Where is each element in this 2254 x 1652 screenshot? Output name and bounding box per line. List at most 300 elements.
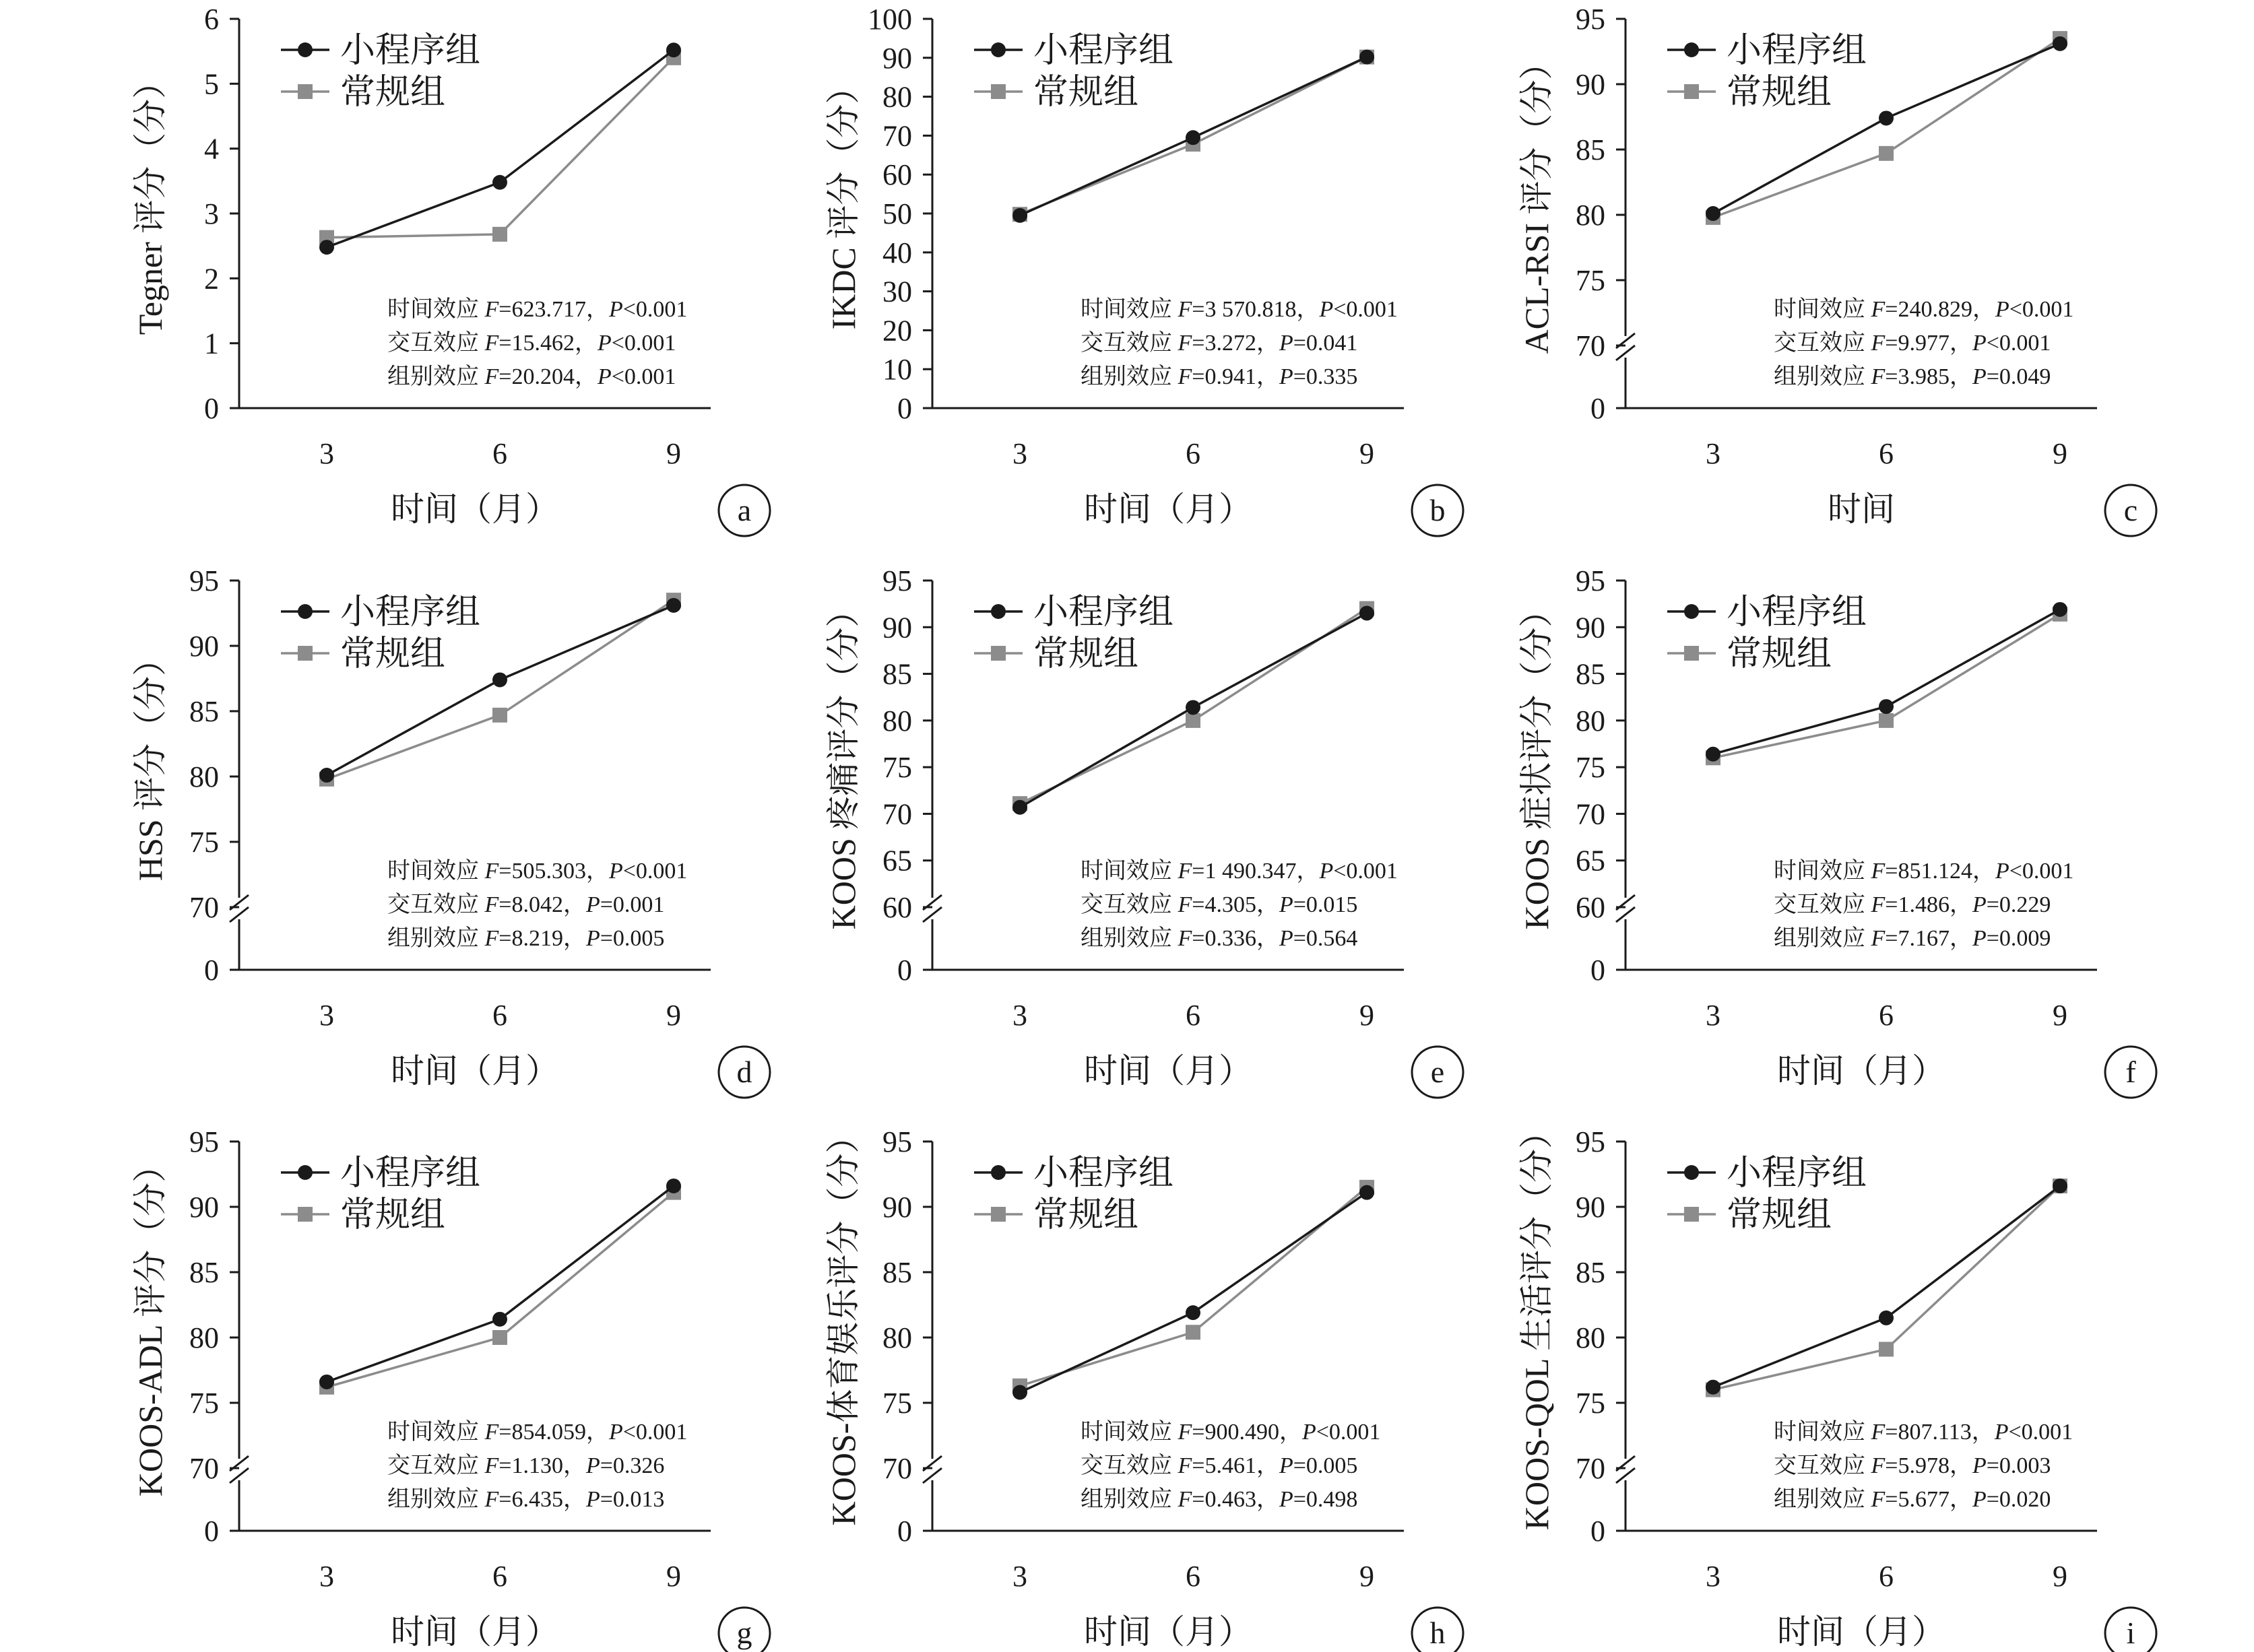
x-tick-label: 6 [492, 1560, 507, 1593]
y-tick-label: 85 [1576, 657, 1605, 691]
y-tick-label: 85 [882, 657, 912, 691]
stat-f-value: =3.272 [1192, 331, 1256, 356]
legend-marker-miniprogram [1684, 42, 1699, 57]
stat-f-value: =0.463 [1192, 1487, 1256, 1512]
stat-separator: ， [1972, 297, 1995, 322]
y-tick-label: 80 [1576, 704, 1605, 737]
stat-f-symbol: F [1178, 859, 1192, 884]
y-tick-label: 85 [882, 1256, 912, 1289]
stat-p-symbol: P [1995, 859, 2009, 884]
legend-label-miniprogram: 小程序组 [1727, 1154, 1867, 1193]
y-tick-label: 2 [204, 262, 219, 296]
stat-separator: ， [1949, 892, 1972, 917]
y-tick-label: 3 [204, 197, 219, 230]
panel-c [1518, 3, 2156, 536]
data-point-conventional [1186, 713, 1200, 728]
stat-f-symbol: F [1871, 892, 1886, 917]
stat-label: 交互效应 [1081, 331, 1178, 356]
x-tick-label: 3 [1706, 437, 1720, 470]
stat-line [1774, 1453, 2051, 1478]
panel-letter: f [2125, 1055, 2136, 1089]
data-point-miniprogram [2053, 602, 2067, 617]
stat-f-value: =854.059 [498, 1420, 586, 1445]
stat-label: 组别效应 [1774, 364, 1871, 389]
stat-p-value: =0.005 [600, 926, 665, 951]
stat-p-value: <0.001 [622, 297, 688, 322]
legend-label-conventional: 常规组 [340, 1196, 446, 1234]
stat-label: 交互效应 [1081, 892, 1178, 917]
x-axis-title: 时间（月） [1777, 1613, 1945, 1651]
stat-p-value: <0.001 [1316, 1420, 1381, 1445]
stat-f-symbol: F [484, 892, 499, 917]
stat-line [1774, 925, 2051, 951]
stat-label: 组别效应 [387, 926, 485, 951]
x-tick-label: 3 [1706, 999, 1720, 1032]
stat-p-value: =0.326 [600, 1453, 665, 1478]
stat-f-value: =4.305 [1192, 892, 1256, 917]
stat-label: 组别效应 [1081, 364, 1178, 389]
stat-p-value: =0.015 [1293, 892, 1358, 917]
y-tick-label: 90 [189, 1191, 219, 1224]
stat-f-symbol: F [484, 1453, 499, 1478]
x-tick-label: 6 [1186, 437, 1200, 470]
legend-marker-miniprogram [298, 1165, 313, 1180]
x-tick-label: 9 [1359, 999, 1374, 1032]
stat-line [1081, 925, 1357, 951]
y-tick-label: 70 [882, 797, 912, 831]
data-point-miniprogram [1706, 747, 1720, 762]
stat-line [1774, 858, 2073, 884]
panel-letter: i [2126, 1616, 2135, 1650]
legend-label-conventional: 常规组 [1727, 1196, 1832, 1234]
legend-marker-conventional [1684, 1207, 1699, 1222]
data-point-miniprogram [666, 42, 681, 57]
y-tick-label: 80 [189, 1321, 219, 1354]
legend-label-conventional: 常规组 [340, 635, 446, 673]
panel-letter: g [736, 1616, 752, 1650]
stat-label: 时间效应 [387, 1420, 485, 1445]
stat-f-symbol: F [1871, 364, 1886, 389]
stat-line [1081, 892, 1357, 917]
y-tick-label: 0 [1590, 392, 1605, 425]
legend-marker-miniprogram [298, 42, 313, 57]
data-point-miniprogram [2053, 1179, 2067, 1193]
legend-marker-conventional [991, 646, 1006, 661]
stat-line [1774, 1419, 2073, 1445]
x-tick-label: 6 [1186, 1560, 1200, 1593]
panel-letter: e [1430, 1055, 1445, 1089]
x-tick-label: 9 [1359, 437, 1374, 470]
stat-separator: ， [585, 297, 609, 322]
stat-p-value: =0.041 [1293, 331, 1358, 356]
data-point-miniprogram [666, 1179, 681, 1193]
stat-separator: ， [1949, 364, 1972, 389]
x-tick-label: 6 [1186, 999, 1200, 1032]
x-tick-label: 6 [492, 437, 507, 470]
data-point-miniprogram [319, 240, 334, 255]
legend-label-conventional: 常规组 [340, 73, 446, 112]
stat-f-value: =9.977 [1885, 331, 1950, 356]
x-tick-label: 6 [1879, 1560, 1894, 1593]
x-tick-label: 9 [666, 1560, 681, 1593]
y-tick-label: 90 [882, 1191, 912, 1224]
stat-f-symbol: F [1871, 331, 1886, 356]
legend-label-miniprogram: 小程序组 [1727, 593, 1867, 632]
panel-b [825, 3, 1463, 536]
stat-p-symbol: P [1995, 297, 2009, 322]
y-tick-label: 30 [882, 275, 912, 308]
x-tick-label: 6 [492, 999, 507, 1032]
data-point-miniprogram [492, 1312, 507, 1327]
stat-f-value: =623.717 [498, 297, 586, 322]
y-tick-label: 1 [204, 327, 219, 360]
stat-separator: ， [1949, 926, 1972, 951]
data-point-miniprogram [1359, 50, 1374, 65]
x-axis-title: 时间（月） [391, 1613, 559, 1651]
stat-line [387, 858, 687, 884]
data-point-miniprogram [1879, 110, 1894, 125]
legend-label-miniprogram: 小程序组 [1033, 593, 1174, 632]
y-tick-label: 85 [189, 695, 219, 728]
stat-f-value: =0.336 [1192, 926, 1256, 951]
stat-p-value: =0.229 [1986, 892, 2051, 917]
stat-separator: ， [1296, 859, 1320, 884]
y-tick-label: 60 [882, 891, 912, 924]
data-point-miniprogram [1879, 699, 1894, 714]
stat-label: 时间效应 [387, 859, 485, 884]
stat-p-value: <0.001 [2009, 297, 2074, 322]
stat-f-symbol: F [1178, 892, 1192, 917]
x-tick-label: 9 [666, 437, 681, 470]
stat-p-value: <0.001 [2009, 859, 2074, 884]
stat-p-symbol: P [1972, 892, 1987, 917]
stat-p-symbol: P [1279, 364, 1293, 389]
stat-f-value: =8.042 [498, 892, 563, 917]
stat-label: 交互效应 [1774, 1453, 1871, 1478]
stat-label: 交互效应 [1774, 892, 1871, 917]
stat-f-value: =505.303 [498, 859, 586, 884]
y-tick-label: 80 [882, 1321, 912, 1354]
y-axis-title: KOOS-QOL 生活评分（分） [1518, 1115, 1555, 1531]
panel-i [1518, 1115, 2156, 1652]
data-point-miniprogram [1012, 1385, 1027, 1399]
y-tick-label: 95 [1576, 564, 1605, 597]
x-tick-label: 6 [1879, 437, 1894, 470]
stat-label: 交互效应 [1081, 1453, 1178, 1478]
stat-line [387, 1486, 664, 1512]
stat-p-symbol: P [1972, 1487, 1987, 1512]
y-tick-label: 6 [204, 3, 219, 36]
stat-f-symbol: F [1178, 364, 1192, 389]
data-point-miniprogram [319, 1375, 334, 1389]
data-point-miniprogram [1012, 800, 1027, 815]
y-tick-label: 80 [882, 704, 912, 737]
stat-f-value: =851.124 [1885, 859, 1972, 884]
y-tick-label: 85 [189, 1256, 219, 1289]
legend-marker-miniprogram [1684, 604, 1699, 619]
stat-p-symbol: P [1279, 892, 1293, 917]
y-tick-label: 70 [189, 891, 219, 924]
data-point-miniprogram [1186, 700, 1200, 715]
y-tick-label: 10 [882, 353, 912, 387]
stat-separator: ， [562, 1453, 586, 1478]
stat-label: 时间效应 [1081, 1420, 1178, 1445]
stat-p-symbol: P [1319, 297, 1334, 322]
stat-label: 交互效应 [387, 892, 485, 917]
stat-f-value: =900.490 [1192, 1420, 1279, 1445]
stat-p-symbol: P [585, 1487, 600, 1512]
stat-separator: ， [1256, 364, 1279, 389]
stat-label: 交互效应 [1774, 331, 1871, 356]
data-point-miniprogram [666, 598, 681, 613]
y-tick-label: 80 [882, 80, 912, 114]
data-point-conventional [1186, 1325, 1200, 1340]
y-axis-title: IKDC 评分（分） [825, 70, 862, 330]
y-tick-label: 80 [1576, 199, 1605, 232]
y-tick-label: 75 [189, 826, 219, 859]
stat-f-value: =5.978 [1885, 1453, 1950, 1478]
x-tick-label: 6 [1879, 999, 1894, 1032]
legend-label-conventional: 常规组 [1033, 1196, 1139, 1234]
data-point-miniprogram [1706, 1380, 1720, 1395]
stat-p-value: <0.001 [611, 364, 676, 389]
stat-p-symbol: P [1972, 1453, 1987, 1478]
stat-f-value: =807.113 [1885, 1420, 1972, 1445]
y-tick-label: 0 [204, 954, 219, 987]
stat-f-value: =6.435 [498, 1487, 563, 1512]
stat-line [1081, 1486, 1357, 1512]
stat-f-symbol: F [1178, 1420, 1192, 1445]
x-tick-label: 9 [666, 999, 681, 1032]
stat-p-value: =0.009 [1986, 926, 2051, 951]
y-tick-label: 95 [882, 1125, 912, 1158]
y-tick-label: 65 [882, 844, 912, 878]
stat-line [1774, 1486, 2051, 1512]
stat-label: 组别效应 [387, 1487, 485, 1512]
x-tick-label: 3 [1012, 1560, 1027, 1593]
stat-p-symbol: P [1972, 331, 1987, 356]
y-tick-label: 50 [882, 197, 912, 230]
data-point-miniprogram [1012, 208, 1027, 223]
stat-p-value: <0.001 [1333, 859, 1398, 884]
stat-label: 时间效应 [1081, 859, 1178, 884]
stat-f-symbol: F [1178, 297, 1192, 322]
stat-f-value: =7.167 [1885, 926, 1950, 951]
panel-letter: h [1429, 1616, 1446, 1650]
stat-line [387, 364, 676, 389]
stat-p-value: =0.049 [1986, 364, 2051, 389]
y-tick-label: 0 [1590, 954, 1605, 987]
stat-p-value: =0.001 [600, 892, 665, 917]
y-tick-label: 60 [882, 158, 912, 192]
y-tick-label: 0 [897, 954, 912, 987]
y-tick-label: 70 [882, 1452, 912, 1485]
y-tick-label: 4 [204, 132, 219, 166]
y-tick-label: 70 [882, 119, 912, 153]
y-axis-title: KOOS 疼痛评分（分） [825, 593, 862, 930]
data-point-miniprogram [2053, 36, 2067, 51]
stat-label: 交互效应 [387, 1453, 485, 1478]
stat-label: 组别效应 [1774, 926, 1871, 951]
x-axis-title: 时间（月） [1084, 1613, 1252, 1651]
x-tick-label: 3 [319, 1560, 334, 1593]
stat-p-symbol: P [1279, 1453, 1293, 1478]
y-tick-label: 75 [882, 1387, 912, 1420]
stat-f-symbol: F [1871, 859, 1886, 884]
stat-f-value: =3.985 [1885, 364, 1950, 389]
legend-marker-miniprogram [1684, 1165, 1699, 1180]
stat-p-symbol: P [585, 1453, 600, 1478]
stat-p-value: =0.335 [1293, 364, 1358, 389]
panel-a [131, 3, 770, 536]
stat-p-symbol: P [1301, 1420, 1316, 1445]
y-tick-label: 20 [882, 314, 912, 348]
y-axis-title: HSS 评分（分） [131, 642, 169, 882]
y-tick-label: 0 [204, 1515, 219, 1548]
stat-separator: ， [1296, 297, 1320, 322]
stat-label: 时间效应 [387, 297, 485, 322]
stat-p-symbol: P [1319, 859, 1334, 884]
y-tick-label: 70 [189, 1452, 219, 1485]
stat-separator: ， [1972, 859, 1995, 884]
data-point-miniprogram [492, 175, 507, 190]
legend-label-miniprogram: 小程序组 [1727, 32, 1867, 70]
legend-marker-miniprogram [991, 42, 1006, 57]
x-tick-label: 9 [2053, 999, 2067, 1032]
data-point-miniprogram [319, 768, 334, 783]
stat-separator: ， [1949, 331, 1972, 356]
stat-separator: ， [1949, 1453, 1972, 1478]
y-tick-label: 80 [189, 760, 219, 793]
stat-p-value: =0.498 [1293, 1487, 1358, 1512]
data-point-conventional [492, 708, 507, 723]
legend-marker-conventional [1684, 84, 1699, 99]
x-tick-label: 3 [319, 437, 334, 470]
data-point-conventional [1879, 146, 1894, 161]
stat-separator: ， [574, 364, 598, 389]
stat-label: 时间效应 [1774, 859, 1871, 884]
data-point-miniprogram [492, 672, 507, 687]
stat-f-symbol: F [484, 926, 499, 951]
stat-separator: ， [1971, 1420, 1995, 1445]
x-tick-label: 3 [1706, 1560, 1720, 1593]
y-tick-label: 75 [1576, 1387, 1605, 1420]
stat-p-symbol: P [1972, 926, 1987, 951]
y-tick-label: 80 [1576, 1321, 1605, 1354]
x-axis-title: 时间 [1828, 490, 1895, 528]
stat-separator: ， [1256, 1487, 1279, 1512]
panel-letter: b [1429, 493, 1446, 527]
x-axis-title: 时间（月） [1084, 490, 1252, 528]
y-tick-label: 95 [189, 1125, 219, 1158]
stat-f-symbol: F [484, 859, 499, 884]
stat-f-symbol: F [484, 1420, 499, 1445]
data-point-conventional [492, 227, 507, 242]
stat-separator: ， [562, 892, 586, 917]
stat-label: 组别效应 [387, 364, 485, 389]
x-tick-label: 3 [1012, 437, 1027, 470]
y-tick-label: 85 [1576, 133, 1605, 166]
y-tick-label: 0 [1590, 1515, 1605, 1548]
legend-label-miniprogram: 小程序组 [340, 593, 481, 632]
stat-f-symbol: F [1178, 1487, 1192, 1512]
stat-label: 时间效应 [1774, 297, 1871, 322]
data-point-miniprogram [1706, 206, 1720, 221]
panel-letter: d [736, 1055, 752, 1089]
stat-separator: ， [1256, 331, 1279, 356]
panel-f [1518, 564, 2156, 1098]
stat-f-symbol: F [484, 331, 499, 356]
y-tick-label: 95 [189, 564, 219, 597]
stat-p-symbol: P [608, 1420, 623, 1445]
panel-h [825, 1120, 1463, 1652]
data-point-miniprogram [1879, 1311, 1894, 1325]
stat-separator: ， [585, 859, 609, 884]
stat-f-symbol: F [484, 364, 499, 389]
stat-separator: ， [562, 926, 586, 951]
stat-line [387, 892, 664, 917]
legend-marker-conventional [298, 646, 313, 661]
stat-f-symbol: F [1178, 926, 1192, 951]
stat-p-symbol: P [1279, 331, 1293, 356]
x-tick-label: 3 [1012, 999, 1027, 1032]
legend-label-miniprogram: 小程序组 [340, 32, 481, 70]
stat-label: 组别效应 [1081, 926, 1178, 951]
stat-p-symbol: P [1279, 926, 1293, 951]
legend-label-conventional: 常规组 [1033, 73, 1139, 112]
x-tick-label: 9 [1359, 1560, 1374, 1593]
y-tick-label: 0 [897, 392, 912, 425]
stat-label: 时间效应 [1774, 1420, 1871, 1445]
stat-line [1081, 364, 1357, 389]
legend-label-conventional: 常规组 [1727, 73, 1832, 112]
y-tick-label: 75 [1576, 751, 1605, 785]
stat-f-value: =1.130 [498, 1453, 563, 1478]
stat-separator: ， [1279, 1420, 1302, 1445]
x-axis-title: 时间（月） [1084, 1052, 1252, 1090]
stat-f-symbol: F [1871, 297, 1886, 322]
stat-p-symbol: P [608, 297, 623, 322]
stat-f-symbol: F [484, 297, 499, 322]
legend-marker-conventional [298, 84, 313, 99]
y-tick-label: 70 [1576, 797, 1605, 831]
stat-p-symbol: P [585, 926, 600, 951]
stat-line [1081, 296, 1398, 322]
stat-f-value: =3 570.818 [1192, 297, 1297, 322]
stat-p-value: <0.001 [622, 859, 688, 884]
stat-f-value: =240.829 [1885, 297, 1972, 322]
stat-line [387, 1419, 687, 1445]
stat-line [387, 296, 687, 322]
stat-p-value: <0.001 [2008, 1420, 2073, 1445]
stat-label: 交互效应 [387, 331, 485, 356]
legend-marker-miniprogram [991, 1165, 1006, 1180]
stat-line [387, 925, 664, 951]
stat-line [1774, 296, 2073, 322]
data-point-conventional [492, 1330, 507, 1345]
x-tick-label: 9 [2053, 1560, 2067, 1593]
y-tick-label: 90 [1576, 611, 1605, 645]
stat-f-symbol: F [1178, 1453, 1192, 1478]
stat-label: 时间效应 [1081, 297, 1178, 322]
data-point-miniprogram [1359, 606, 1374, 621]
legend-label-conventional: 常规组 [1727, 635, 1832, 673]
stat-f-value: =8.219 [498, 926, 563, 951]
y-tick-label: 75 [1576, 264, 1605, 297]
y-tick-label: 70 [1576, 329, 1605, 362]
stat-p-value: =0.003 [1986, 1453, 2051, 1478]
y-tick-label: 90 [882, 611, 912, 645]
